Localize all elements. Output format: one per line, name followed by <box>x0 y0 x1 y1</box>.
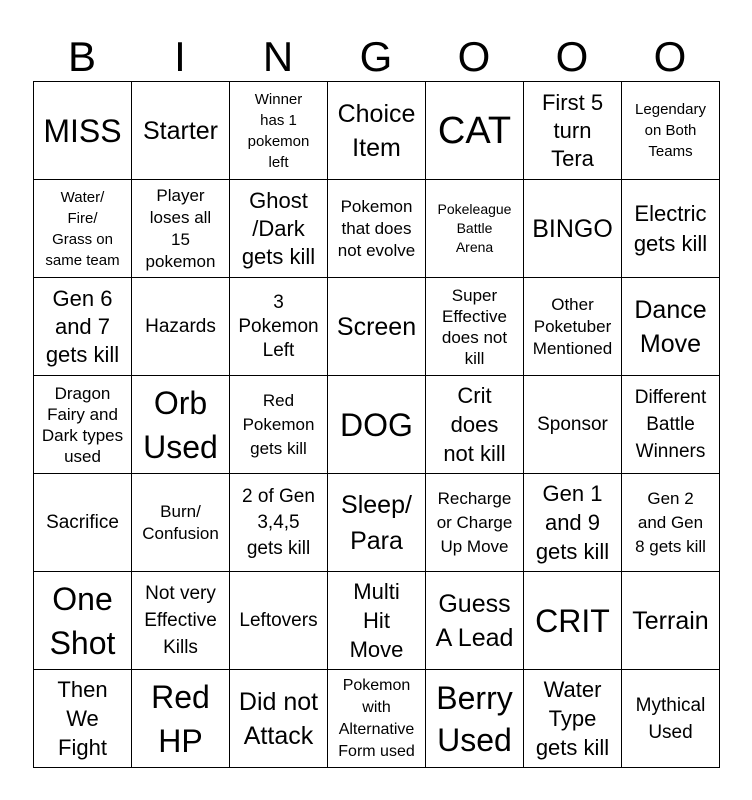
cell-label: Water Type gets kill <box>535 677 610 760</box>
cell-label: Did not Attack <box>238 687 319 750</box>
bingo-cell[interactable] <box>328 474 426 572</box>
bingo-cell[interactable] <box>328 572 426 670</box>
cell-label: Sleep/ Para <box>341 490 412 555</box>
bingo-cell[interactable] <box>34 670 132 768</box>
cell-label: BINGO <box>532 214 613 243</box>
cell-label: Burn/ Confusion <box>142 501 219 543</box>
cell-label: Ghost /Dark gets kill <box>241 187 316 269</box>
bingo-cell[interactable] <box>622 82 720 180</box>
bingo-cell[interactable] <box>622 278 720 376</box>
bingo-cell[interactable] <box>328 376 426 474</box>
bingo-grid <box>33 81 720 768</box>
cell-label: Crit does not kill <box>443 383 506 466</box>
cell-label: Sponsor <box>537 413 608 435</box>
cell-label: Winner has 1 pokemon left <box>247 90 310 171</box>
bingo-cell[interactable] <box>426 670 524 768</box>
cell-label: Sacrifice <box>46 511 119 533</box>
bingo-cell[interactable] <box>426 82 524 180</box>
cell-label: 3 Pokemon Left <box>238 291 319 361</box>
cell-label: Pokeleague Battle Arena <box>437 201 512 255</box>
bingo-cell[interactable] <box>132 278 230 376</box>
bingo-cell[interactable] <box>132 572 230 670</box>
bingo-cell[interactable] <box>524 670 622 768</box>
cell-label: Legendary on Both Teams <box>635 101 706 160</box>
bingo-cell[interactable] <box>132 670 230 768</box>
cell-label: Orb Used <box>143 384 218 465</box>
cell-label: Not very Effective Kills <box>144 583 217 658</box>
bingo-cell[interactable] <box>622 474 720 572</box>
header-letter-o-1: O <box>457 33 491 80</box>
bingo-cell[interactable] <box>34 474 132 572</box>
cell-label: Gen 6 and 7 gets kill <box>45 285 120 367</box>
bingo-cell[interactable] <box>230 82 328 180</box>
cell-label: Screen <box>336 312 417 341</box>
cell-label: Water/ Fire/ Grass on same team <box>45 188 120 269</box>
bingo-cell[interactable] <box>622 376 720 474</box>
bingo-cell[interactable] <box>328 278 426 376</box>
cell-label: CAT <box>437 109 512 152</box>
bingo-cell[interactable] <box>230 572 328 670</box>
bingo-cell[interactable] <box>622 572 720 670</box>
cell-label: Electric gets kill <box>633 200 708 256</box>
bingo-cell[interactable] <box>524 278 622 376</box>
bingo-cell[interactable] <box>426 278 524 376</box>
cell-label: Berry Used <box>436 679 513 758</box>
cell-label: Hazards <box>145 315 216 337</box>
header-letter-b: B <box>67 33 96 80</box>
cell-label: MISS <box>43 112 122 149</box>
bingo-cell[interactable] <box>132 180 230 278</box>
cell-label: Other Poketuber Mentioned <box>532 294 613 358</box>
cell-label: Pokemon with Alternative Form used <box>338 676 415 760</box>
cell-label: First 5 turn Tera <box>541 89 604 171</box>
cell-label: Choice Item <box>337 99 416 162</box>
cell-label: Pokemon that does not evolve <box>337 196 416 260</box>
cell-label: Dragon Fairy and Dark types used <box>41 383 124 466</box>
bingo-cell[interactable] <box>524 572 622 670</box>
cell-label: Dance Move <box>634 295 707 358</box>
cell-label: Terrain <box>632 606 709 635</box>
cell-label: Mythical Used <box>635 694 706 743</box>
cell-label: Player loses all 15 pokemon <box>145 185 216 271</box>
bingo-cell[interactable] <box>230 180 328 278</box>
cell-label: Multi Hit Move <box>349 579 404 662</box>
bingo-cell[interactable] <box>524 376 622 474</box>
cell-label: Different Battle Winners <box>634 387 707 462</box>
header-letter-o-3: O <box>653 33 687 80</box>
bingo-cell[interactable] <box>524 180 622 278</box>
cell-label: Starter <box>142 116 219 145</box>
bingo-cell[interactable] <box>328 82 426 180</box>
bingo-cell[interactable] <box>34 376 132 474</box>
header-letter-g: G <box>359 33 393 80</box>
bingo-cell[interactable] <box>230 474 328 572</box>
cell-label: Super Effective does not kill <box>441 285 508 368</box>
header-letter-n: N <box>262 33 294 80</box>
bingo-cell[interactable] <box>622 180 720 278</box>
bingo-cell[interactable] <box>426 180 524 278</box>
bingo-cell[interactable] <box>328 670 426 768</box>
bingo-cell[interactable] <box>34 82 132 180</box>
bingo-cell[interactable] <box>426 474 524 572</box>
cell-label: Recharge or Charge Up Move <box>436 488 513 556</box>
bingo-cell[interactable] <box>230 670 328 768</box>
header-letter-o-2: O <box>555 33 589 80</box>
cell-label: Then We Fight <box>57 677 108 760</box>
bingo-cell[interactable] <box>132 82 230 180</box>
bingo-cell[interactable] <box>230 376 328 474</box>
cell-label: CRIT <box>535 602 610 639</box>
cell-label: Gen 2 and Gen 8 gets kill <box>635 488 706 556</box>
bingo-header <box>33 28 719 82</box>
bingo-cell[interactable] <box>132 474 230 572</box>
cell-label: Gen 1 and 9 gets kill <box>535 481 610 564</box>
bingo-cell[interactable] <box>524 82 622 180</box>
cell-label: One Shot <box>49 580 116 661</box>
cell-label: Leftovers <box>239 609 318 631</box>
bingo-cell[interactable] <box>426 572 524 670</box>
cell-label: 2 of Gen 3,4,5 gets kill <box>242 485 315 559</box>
bingo-cell[interactable] <box>34 572 132 670</box>
cell-label: Guess A Lead <box>435 589 514 652</box>
cell-label: DOG <box>340 406 413 443</box>
bingo-cell[interactable] <box>426 376 524 474</box>
bingo-cell[interactable] <box>34 278 132 376</box>
cell-label: Red Pokemon gets kill <box>242 390 315 458</box>
bingo-cell[interactable] <box>622 670 720 768</box>
bingo-cell[interactable] <box>524 474 622 572</box>
bingo-cell[interactable] <box>34 180 132 278</box>
bingo-cell[interactable] <box>132 376 230 474</box>
bingo-cell[interactable] <box>328 180 426 278</box>
header-letter-i: I <box>174 33 186 80</box>
bingo-cell[interactable] <box>230 278 328 376</box>
cell-label: Red HP <box>151 678 210 759</box>
